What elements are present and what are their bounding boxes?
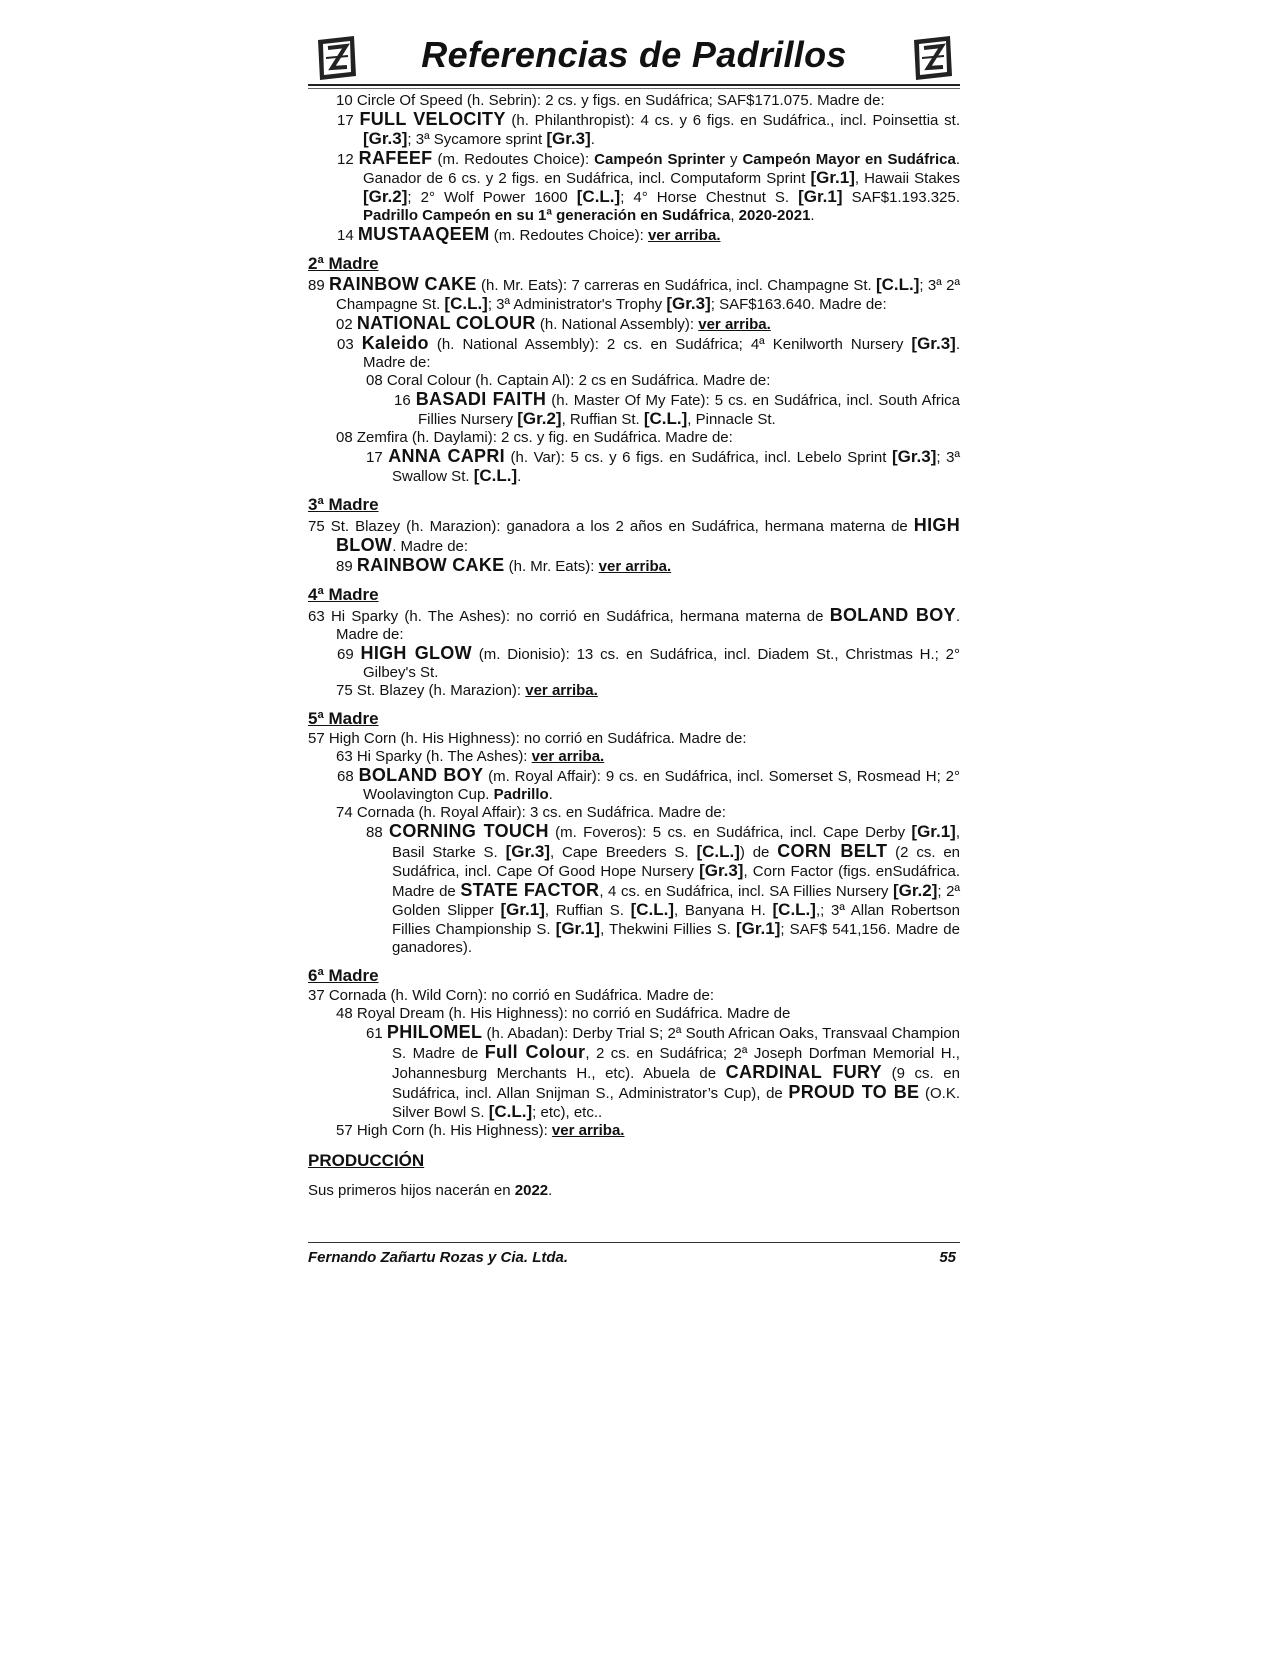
zr-logo-icon [910,34,956,82]
horse-name: PROUD TO BE [788,1082,920,1102]
entry: 63 Hi Sparky (h. The Ashes): no corrió en Sudáfrica, hermana materna de BOLAND BOY. Madre de: [308,605,960,643]
horse-name: BOLAND BOY [358,765,484,785]
entry: 61 PHILOMEL (h. Abadan): Derby Trial S; 2ª South African Oaks, Transvaal Champion S. Madre de Full Colour, 2 cs. en Sudáfrica; 2ª Joseph Dorfman Memorial H., Johannesburg Merchants H., etc). Abuela de CARDINAL FURY (9 cs. en Sudáfrica, incl. Allan Snijman S., Administrator’s Cup), de PROUD TO BE (O.K. Silver Bowl S. [C.L.]; etc), etc.. [366,1022,961,1121]
entry: 16 BASADI FAITH (h. Master Of My Fate): 5 cs. en Sudáfrica, incl. South Africa Fillies Nursery [Gr.2], Ruffian St. [C.L.], Pinnacle St. [394,389,960,428]
section-heading: 4ª Madre [308,585,379,604]
horse-name: RAFEEF [358,148,433,168]
pedigree-content [308,92,960,1200]
section-heading: 6ª Madre [308,966,379,985]
entry: 48 Royal Dream (h. His Highness): no corrió en Sudáfrica. Madre de [336,1005,791,1022]
entry: 17 FULL VELOCITY (h. Philanthropist): 4 cs. y 6 figs. en Sudáfrica., incl. Poinsettia st. [Gr.3]; 3ª Sycamore sprint [Gr.3]. [337,109,960,148]
horse-name: PHILOMEL [386,1022,483,1042]
entry: 75 St. Blazey (h. Marazion): ver arriba. [336,682,598,699]
ver-arriba-link[interactable]: ver arriba. [598,558,672,575]
page-header [308,30,960,86]
production-text: Sus primeros hijos nacerán en 2022. [308,1182,553,1199]
entry: 37 Cornada (h. Wild Corn): no corrió en Sudáfrica. Madre de: [308,987,715,1004]
entry: 88 CORNING TOUCH (m. Foveros): 5 cs. en Sudáfrica, incl. Cape Derby [Gr.1], Basil Starke S. [Gr.3], Cape Breeders S. [C.L.]) de CORN BELT (2 cs. en Sudáfrica, incl. Cape Of Good Hope Nursery [Gr.3], Corn Factor (figs. enSudáfrica. Madre de STATE FACTOR, 4 cs. en Sudáfrica, incl. SA Fillies Nursery [Gr.2]; 2ª Golden Slipper [Gr.1], Ruffian S. [C.L.], Banyana H. [C.L.],; 3ª Allan Robertson Fillies Championship S. [Gr.1], Thekwini Fillies S. [Gr.1]; SAF$ 541,156. Madre de ganadores). [366,821,961,956]
entry: 89 RAINBOW CAKE (h. Mr. Eats): ver arriba. [336,555,672,575]
entry: 14 MUSTAAQEEM (m. Redoutes Choice): ver arriba. [337,224,721,244]
entry: 03 Kaleido (h. National Assembly): 2 cs. en Sudáfrica; 4ª Kenilworth Nursery [Gr.3]. Madre de: [337,333,960,371]
entry: 10 Circle Of Speed (h. Sebrin): 2 cs. y figs. en Sudáfrica; SAF$171.075. Madre de: [336,92,885,109]
ver-arriba-link[interactable]: ver arriba. [551,1122,625,1139]
entry: 74 Cornada (h. Royal Affair): 3 cs. en Sudáfrica. Madre de: [336,804,726,821]
horse-name: BASADI FAITH [415,389,547,409]
entry: 89 RAINBOW CAKE (h. Mr. Eats): 7 carreras en Sudáfrica, incl. Champagne St. [C.L.]; 3ª 2ª Champagne St. [C.L.]; 3ª Administrator's Trophy [Gr.3]; SAF$163.640. Madre de: [308,274,960,313]
entry: 08 Zemfira (h. Daylami): 2 cs. y fig. en Sudáfrica. Madre de: [336,429,733,446]
page [308,30,960,1200]
section-heading: 5ª Madre [308,709,379,728]
page-number: 55 [939,1249,956,1266]
ver-arriba-link[interactable]: ver arriba. [525,682,598,699]
entry: 57 High Corn (h. His Highness): ver arriba. [336,1122,625,1139]
company-name: Fernando Zañartu Rozas y Cia. Ltda. [308,1249,569,1266]
horse-name: BOLAND BOY [829,605,956,625]
horse-name: CORN BELT [777,841,888,861]
horse-name: ANNA CAPRI [388,446,505,466]
horse-name: CORNING TOUCH [389,821,549,841]
entry: 17 ANNA CAPRI (h. Var): 5 cs. y 6 figs. en Sudáfrica, incl. Lebelo Sprint [Gr.3]; 3ª Swallow St. [C.L.]. [366,446,961,485]
horse-name: RAINBOW CAKE [356,555,505,575]
ver-arriba-link[interactable]: ver arriba. [531,748,605,765]
entry: 57 High Corn (h. His Highness): no corrió en Sudáfrica. Madre de: [308,730,747,747]
section-heading: PRODUCCIÓN [308,1151,425,1170]
ver-arriba-link[interactable]: ver arriba. [698,316,771,333]
horse-name: HIGH BLOW [336,515,960,555]
entry: 08 Coral Colour (h. Captain Al): 2 cs en Sudáfrica. Madre de: [366,372,771,389]
horse-name: HIGH GLOW [360,643,472,663]
page-footer [308,1242,960,1266]
horse-name: FULL VELOCITY [359,109,506,129]
horse-name: Kaleido [361,333,429,353]
entry: 69 HIGH GLOW (m. Dionisio): 13 cs. en Sudáfrica, incl. Diadem St., Christmas H.; 2° Gilbey's St. [337,643,961,681]
horse-name: NATIONAL COLOUR [356,313,536,333]
horse-name: STATE FACTOR [460,880,600,900]
horse-name: Full Colour [484,1042,586,1062]
section-heading: 2ª Madre [308,254,379,273]
ver-arriba-link[interactable]: ver arriba. [647,227,721,244]
section-heading: 3ª Madre [308,495,379,514]
horse-name: RAINBOW CAKE [329,274,477,294]
entry: 63 Hi Sparky (h. The Ashes): ver arriba. [336,748,605,765]
entry: 12 RAFEEF (m. Redoutes Choice): Campeón Sprinter y Campeón Mayor en Sudáfrica. Ganador de 6 cs. y 2 figs. en Sudáfrica, incl. Computaform Sprint [Gr.1], Hawaii Stakes [Gr.2]; 2° Wolf Power 1600 [C.L.]; 4° Horse Chestnut S. [Gr.1] SAF$1.193.325. Padrillo Campeón en su 1ª generación en Sudáfrica, 2020-2021. [337,148,961,224]
horse-name: CARDINAL FURY [725,1062,882,1082]
horse-name: MUSTAAQEEM [357,224,490,244]
entry: 02 NATIONAL COLOUR (h. National Assembly): ver arriba. [336,313,771,333]
entry: 68 BOLAND BOY (m. Royal Affair): 9 cs. en Sudáfrica, incl. Somerset S, Rosmead H; 2° Woolavington Cup. Padrillo. [337,765,960,803]
entry: 75 St. Blazey (h. Marazion): ganadora a los 2 años en Sudáfrica, hermana materna de HIGH BLOW. Madre de: [308,515,960,555]
page-title: Referencias de Padrillos [421,34,847,75]
